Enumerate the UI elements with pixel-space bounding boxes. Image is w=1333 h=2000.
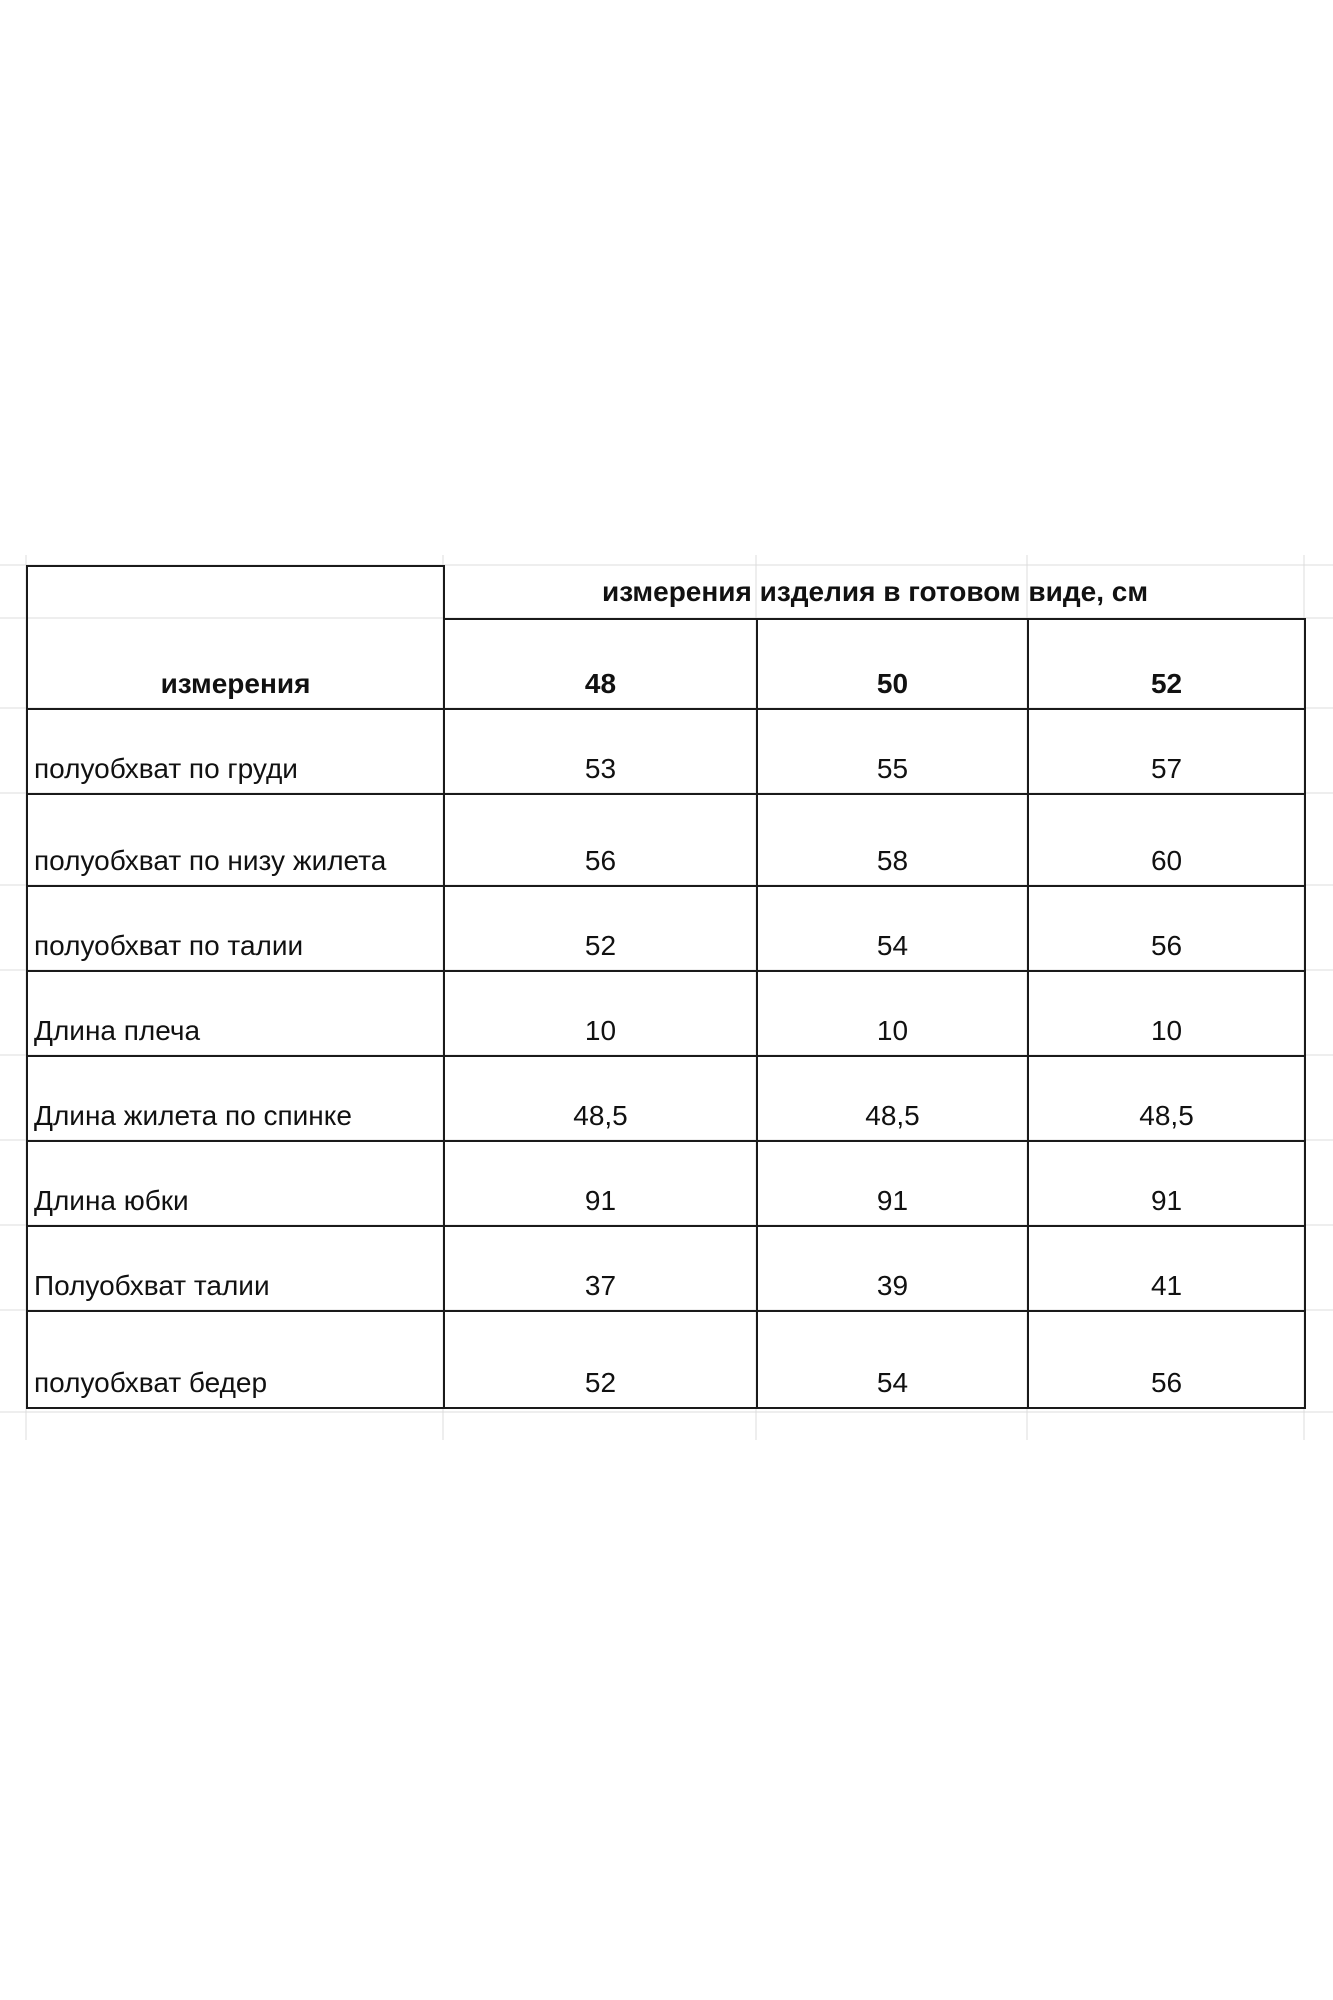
size-header-cell [444, 619, 757, 709]
cell-value: 57 [1150, 752, 1183, 784]
cell-value: 60 [1150, 844, 1183, 876]
cell-value: 48,5 [1139, 1099, 1194, 1131]
size-header-cell [757, 619, 1028, 709]
size-header-label: 52 [1150, 667, 1183, 699]
table-row [27, 886, 1305, 971]
size-header-cell [1028, 619, 1305, 709]
table-row [27, 1056, 1305, 1141]
corner-header-label: измерения [160, 667, 311, 699]
cell-value: 10 [876, 1014, 909, 1046]
group-header-cell [444, 566, 1305, 619]
value-cell [444, 1141, 757, 1226]
cell-value: 54 [876, 1366, 909, 1398]
group-header-label: измерения изделия в готовом виде, см [601, 575, 1149, 607]
value-cell [444, 794, 757, 886]
cell-value: 52 [584, 1366, 617, 1398]
value-cell [757, 1311, 1028, 1408]
value-cell [757, 794, 1028, 886]
size-header-label: 50 [876, 667, 909, 699]
table-header-row-group [27, 566, 1305, 619]
row-label-cell [27, 1056, 444, 1141]
value-cell [1028, 886, 1305, 971]
row-label-cell [27, 1226, 444, 1311]
row-label: полуобхват бедер [34, 1366, 268, 1398]
table-row [27, 794, 1305, 886]
cell-value: 10 [584, 1014, 617, 1046]
row-label: Полуобхват талии [34, 1269, 270, 1301]
value-cell [757, 1056, 1028, 1141]
value-cell [1028, 1056, 1305, 1141]
value-cell [757, 971, 1028, 1056]
cell-value: 58 [876, 844, 909, 876]
value-cell [757, 1141, 1028, 1226]
table-row [27, 709, 1305, 794]
cell-value: 56 [1150, 929, 1183, 961]
value-cell [757, 886, 1028, 971]
value-cell [1028, 1141, 1305, 1226]
corner-header-cell [27, 566, 444, 709]
row-label-cell [27, 971, 444, 1056]
value-cell [757, 709, 1028, 794]
row-label-cell [27, 709, 444, 794]
value-cell [757, 1226, 1028, 1311]
cell-value: 91 [584, 1184, 617, 1216]
cell-value: 39 [876, 1269, 909, 1301]
size-chart-table [26, 565, 1306, 1409]
cell-value: 91 [1150, 1184, 1183, 1216]
row-label: полуобхват по груди [34, 752, 298, 784]
cell-value: 54 [876, 929, 909, 961]
value-cell [444, 1226, 757, 1311]
cell-value: 55 [876, 752, 909, 784]
row-label-cell [27, 1311, 444, 1408]
cell-value: 52 [584, 929, 617, 961]
table-row [27, 1311, 1305, 1408]
size-header-label: 48 [584, 667, 617, 699]
row-label: полуобхват по талии [34, 929, 304, 961]
value-cell [1028, 709, 1305, 794]
row-label-cell [27, 1141, 444, 1226]
table-row [27, 971, 1305, 1056]
row-label-cell [27, 794, 444, 886]
cell-value: 56 [1150, 1366, 1183, 1398]
cell-value: 53 [584, 752, 617, 784]
value-cell [444, 886, 757, 971]
row-label: Длина юбки [34, 1184, 189, 1216]
cell-value: 48,5 [573, 1099, 628, 1131]
value-cell [1028, 1311, 1305, 1408]
table-row [27, 1226, 1305, 1311]
table-row [27, 1141, 1305, 1226]
value-cell [1028, 1226, 1305, 1311]
value-cell [444, 709, 757, 794]
value-cell [444, 1311, 757, 1408]
cell-value: 10 [1150, 1014, 1183, 1046]
row-label: Длина жилета по спинке [34, 1099, 352, 1131]
cell-value: 91 [876, 1184, 909, 1216]
cell-value: 37 [584, 1269, 617, 1301]
row-label-cell [27, 886, 444, 971]
value-cell [1028, 971, 1305, 1056]
value-cell [444, 1056, 757, 1141]
value-cell [1028, 794, 1305, 886]
cell-value: 48,5 [865, 1099, 920, 1131]
cell-value: 41 [1150, 1269, 1183, 1301]
cell-value: 56 [584, 844, 617, 876]
row-label: полуобхват по низу жилета [34, 844, 387, 876]
value-cell [444, 971, 757, 1056]
row-label: Длина плеча [34, 1014, 201, 1046]
